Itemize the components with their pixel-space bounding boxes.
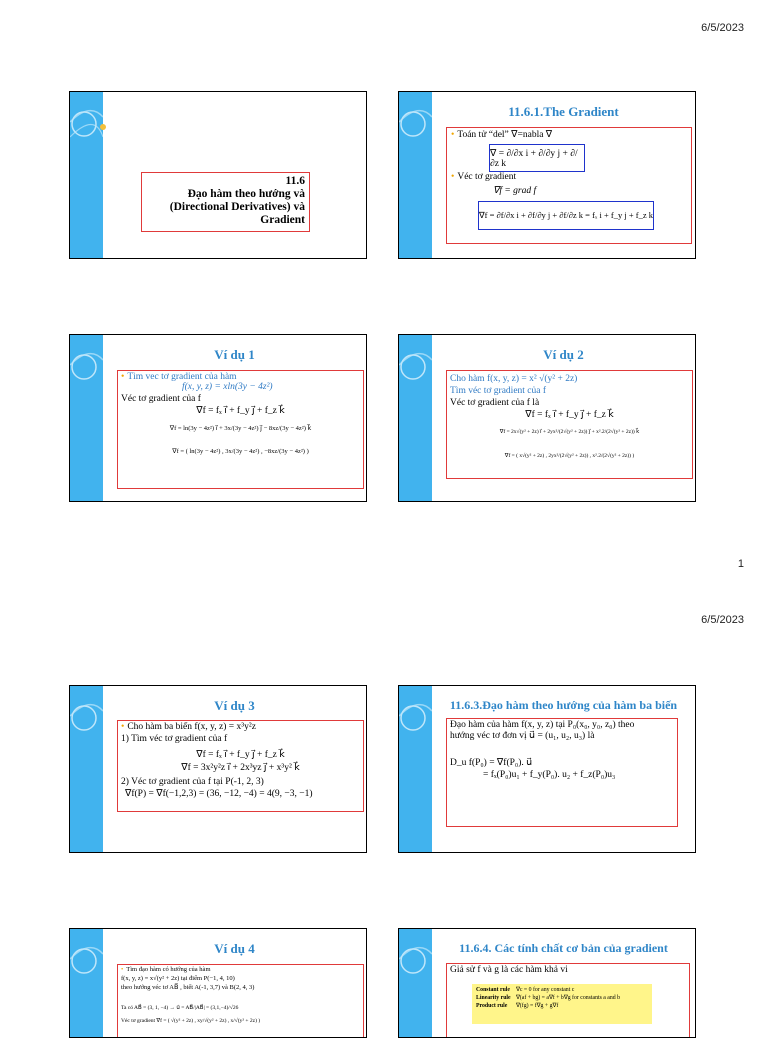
gradient-def: ∇f = fₓ i⃗ + f_y j⃗ + f_z k⃗ (196, 406, 285, 416)
slide-directional-derivative[interactable] (398, 685, 696, 853)
gradient-expansion: ∇f = 2x√(y² + 2z) i⃗ + 2yx²/(2√(y² + 2z)) j⃗ + x².2/(2√(y² + 2z)) k⃗ (499, 429, 640, 435)
slide-decoration (70, 929, 103, 1037)
derivative-def: D_u f(P₀) = ∇f(P₀). u⃗ (450, 758, 533, 768)
text-line: Cho hàm ba biến f(x, y, z) = x³y²z (127, 722, 256, 732)
text-line: hướng véc tơ đơn vị u⃗ = (u₁, u₂, u₃) là (450, 731, 595, 741)
slide-title: 11.6.4. Các tính chất cơ bản của gradient (459, 941, 668, 955)
rule-name: Constant rule (476, 987, 510, 993)
gradient-def: ∇f = fₓ i⃗ + f_y j⃗ + f_z k⃗ (525, 410, 614, 420)
text-line: Giả sử f và g là các hàm khả vi (450, 965, 568, 975)
rule-formula: ∇c = 0 for any constant c (516, 987, 575, 993)
gradient-tuple: ∇f = ( x√(y² + 2z) , 2yx²/(2√(y² + 2z)) , x².2/(2√(y² + 2z)) ) (504, 453, 635, 459)
text-line: 2) Véc tơ gradient của f tại P(-1, 2, 3) (121, 777, 264, 787)
text-line: Véc tơ gradient của f (121, 394, 201, 404)
slide-decoration (399, 929, 432, 1037)
slide-example-3[interactable] (69, 685, 367, 853)
gradient-def: ∇f = fₓ i⃗ + f_y j⃗ + f_z k⃗ (196, 750, 285, 760)
slide-title: Ví dụ 4 (214, 941, 255, 956)
rule-formula: ∇(fg) = f∇g + g∇f (516, 1003, 559, 1009)
slide-gradient-properties[interactable] (398, 928, 696, 1038)
slide-gradient[interactable] (398, 91, 696, 259)
content-box: • Tìm đạo hàm có hướng của hàm f(x, y, z) = x√(y² + 2z) tại điểm P(−1, 4, 10) theo hướng véc tơ AB⃗ , biết A(-1, 3,7) và B(2, 4, 3) Ta có AB⃗ = (3, 1, −4) → u⃗ = AB⃗/|AB⃗| = (3,1,−4)/√26 Véc tơ gradient ∇f = ( √(y² + 2z) , xy/√(y² + 2z) , x/√(y² + 2z) ) (117, 964, 364, 1038)
slide-example-4[interactable] (69, 928, 367, 1038)
text-line: Véc tơ gradient của f là (450, 398, 540, 408)
page-number: 1 (737, 558, 744, 570)
wave-decoration-icon (399, 335, 432, 502)
function-text: f(x, y, z) = xln(3y − 4z²) (182, 382, 273, 392)
slide-title: Ví dụ 2 (543, 347, 584, 362)
bullet-dot-icon (100, 124, 106, 130)
slide-decoration (70, 686, 103, 852)
text-line: Tìm đạo hàm có hướng của hàm (126, 966, 211, 973)
gradient-tuple: ∇f = ( ln(3y − 4z²) , 3x/(3y − 4z²) , −8xz/(3y − 4z²) ) (172, 448, 309, 455)
content-box: • Cho hàm ba biến f(x, y, z) = x³y²z 1) Tìm véc tơ gradient của f ∇f = fₓ i⃗ + f_y j⃗ + f_z k⃗ ∇f = 3x²y²z i⃗ + 2x³yz j⃗ + x³y² k⃗ 2) Véc tơ gradient của f tại P(-1, 2, 3) ∇f(P) = ∇f(−1,2,3) = (36, −12, −4) = 4(9, −3, −1) (117, 720, 364, 812)
del-formula: ∇ = ∂/∂x i + ∂/∂y j + ∂/∂z k (489, 144, 585, 172)
derivative-expansion: = fₓ(P₀)u₁ + f_y(P₀). u₂ + f_z(P₀)u₃ (483, 770, 616, 780)
page-date: 6/5/2023 (701, 614, 744, 626)
wave-decoration-icon (70, 335, 103, 502)
gradient-expansion: ∇f = ln(3y − 4z²) i⃗ + 3x/(3y − 4z²) j⃗ − 8xz/(3y − 4z²) k⃗ (169, 425, 312, 432)
slide-example-1[interactable] (69, 334, 367, 502)
text-line: Tìm vec tơ gradient của hàm (127, 372, 237, 382)
grad-definition: ∇f = grad f (493, 186, 537, 196)
rule-formula: ∇(af + bg) = a∇f + b∇g for constants a and b (516, 995, 621, 1001)
slide-decoration (70, 92, 103, 258)
slide-example-2[interactable] (398, 334, 696, 502)
slide-decoration (399, 686, 432, 852)
gradient-at-point: ∇f(P) = ∇f(−1,2,3) = (36, −12, −4) = 4(9, −3, −1) (125, 789, 313, 799)
slide-decoration (399, 92, 432, 258)
gradient-vector-text: Véc tơ gradient (457, 172, 517, 182)
slide-title: Ví dụ 3 (214, 698, 255, 713)
title-line: Gradient (260, 214, 305, 226)
wave-decoration-icon (399, 686, 432, 853)
title-box (141, 172, 310, 232)
gradient-formula: ∇f = ∂f/∂x i + ∂f/∂y j + ∂f/∂z k = fₓ i + f_y j + f_z k (478, 201, 654, 230)
page-date: 6/5/2023 (701, 22, 744, 34)
wave-decoration-icon (399, 929, 432, 1038)
slide-title: 11.6.1.The Gradient (508, 104, 619, 119)
slide-decoration (70, 335, 103, 501)
slide-title: 11.6.3.Đạo hàm theo hướng của hàm ba biến (449, 698, 678, 712)
del-operator-text: Toán tử “del” ∇=nabla ∇ (457, 130, 553, 140)
wave-decoration-icon (70, 92, 103, 259)
wave-decoration-icon (399, 92, 432, 259)
section-number: 11.6 (285, 175, 305, 187)
text-line: 1) Tìm véc tơ gradient của f (121, 734, 228, 744)
title-line: (Directional Derivatives) và (169, 201, 305, 213)
wave-decoration-icon (70, 686, 103, 853)
rules-table (472, 984, 652, 1024)
content-box (446, 370, 693, 479)
text-line: Đạo hàm của hàm f(x, y, z) tại P₀(x₀, y₀, z₀) theo (450, 720, 635, 730)
content-box: • Tìm vec tơ gradient của hàm f(x, y, z) = xln(3y − 4z²) Véc tơ gradient của f ∇f = fₓ i⃗ + f_y j⃗ + f_z k⃗ ∇f = ln(3y − 4z²) i⃗ + 3x/(3y − 4z²) j⃗ − 8xz/(3y − 4z²) k⃗ ∇f = ( ln(3y − 4z²) , 3x/(3y − 4z²) , −8xz/(3y − 4z²) ) (117, 370, 364, 489)
gradient-result: ∇f = 3x²y²z i⃗ + 2x³yz j⃗ + x³y² k⃗ (181, 763, 300, 773)
text-line: theo hướng véc tơ AB⃗ , biết A(-1, 3,7) và B(2, 4, 3) (121, 984, 255, 991)
text-line: f(x, y, z) = x√(y² + 2z) tại điểm P(−1, 4, 10) (121, 975, 235, 982)
text-line: Cho hàm f(x, y, z) = x² √(y² + 2z) (450, 374, 578, 384)
content-box (446, 718, 678, 827)
content-box: • Toán tử “del” ∇=nabla ∇ ∇ = ∂/∂x i + ∂/∂y j + ∂/∂z k • Véc tơ gradient ∇f = grad f ∇f = ∂f/∂x i + ∂f/∂y j + ∂f/∂z k = fₓ i + f_y j + f_z k (446, 127, 692, 244)
slide-title[interactable] (69, 91, 367, 259)
slide-title: Ví dụ 1 (214, 347, 255, 362)
title-line: Đạo hàm theo hướng và (187, 188, 305, 200)
text-line: Tìm véc tơ gradient của f (450, 386, 547, 396)
text-line: Ta có AB⃗ = (3, 1, −4) → u⃗ = AB⃗/|AB⃗| = (3,1,−4)/√26 (121, 1005, 239, 1011)
slide-decoration (399, 335, 432, 501)
text-line: Véc tơ gradient ∇f = ( √(y² + 2z) , xy/√(y² + 2z) , x/√(y² + 2z) ) (121, 1018, 261, 1024)
content-box (446, 963, 690, 1038)
rule-name: Linearity rule (476, 995, 511, 1001)
rule-name: Product rule (476, 1003, 508, 1009)
wave-decoration-icon (70, 929, 103, 1038)
